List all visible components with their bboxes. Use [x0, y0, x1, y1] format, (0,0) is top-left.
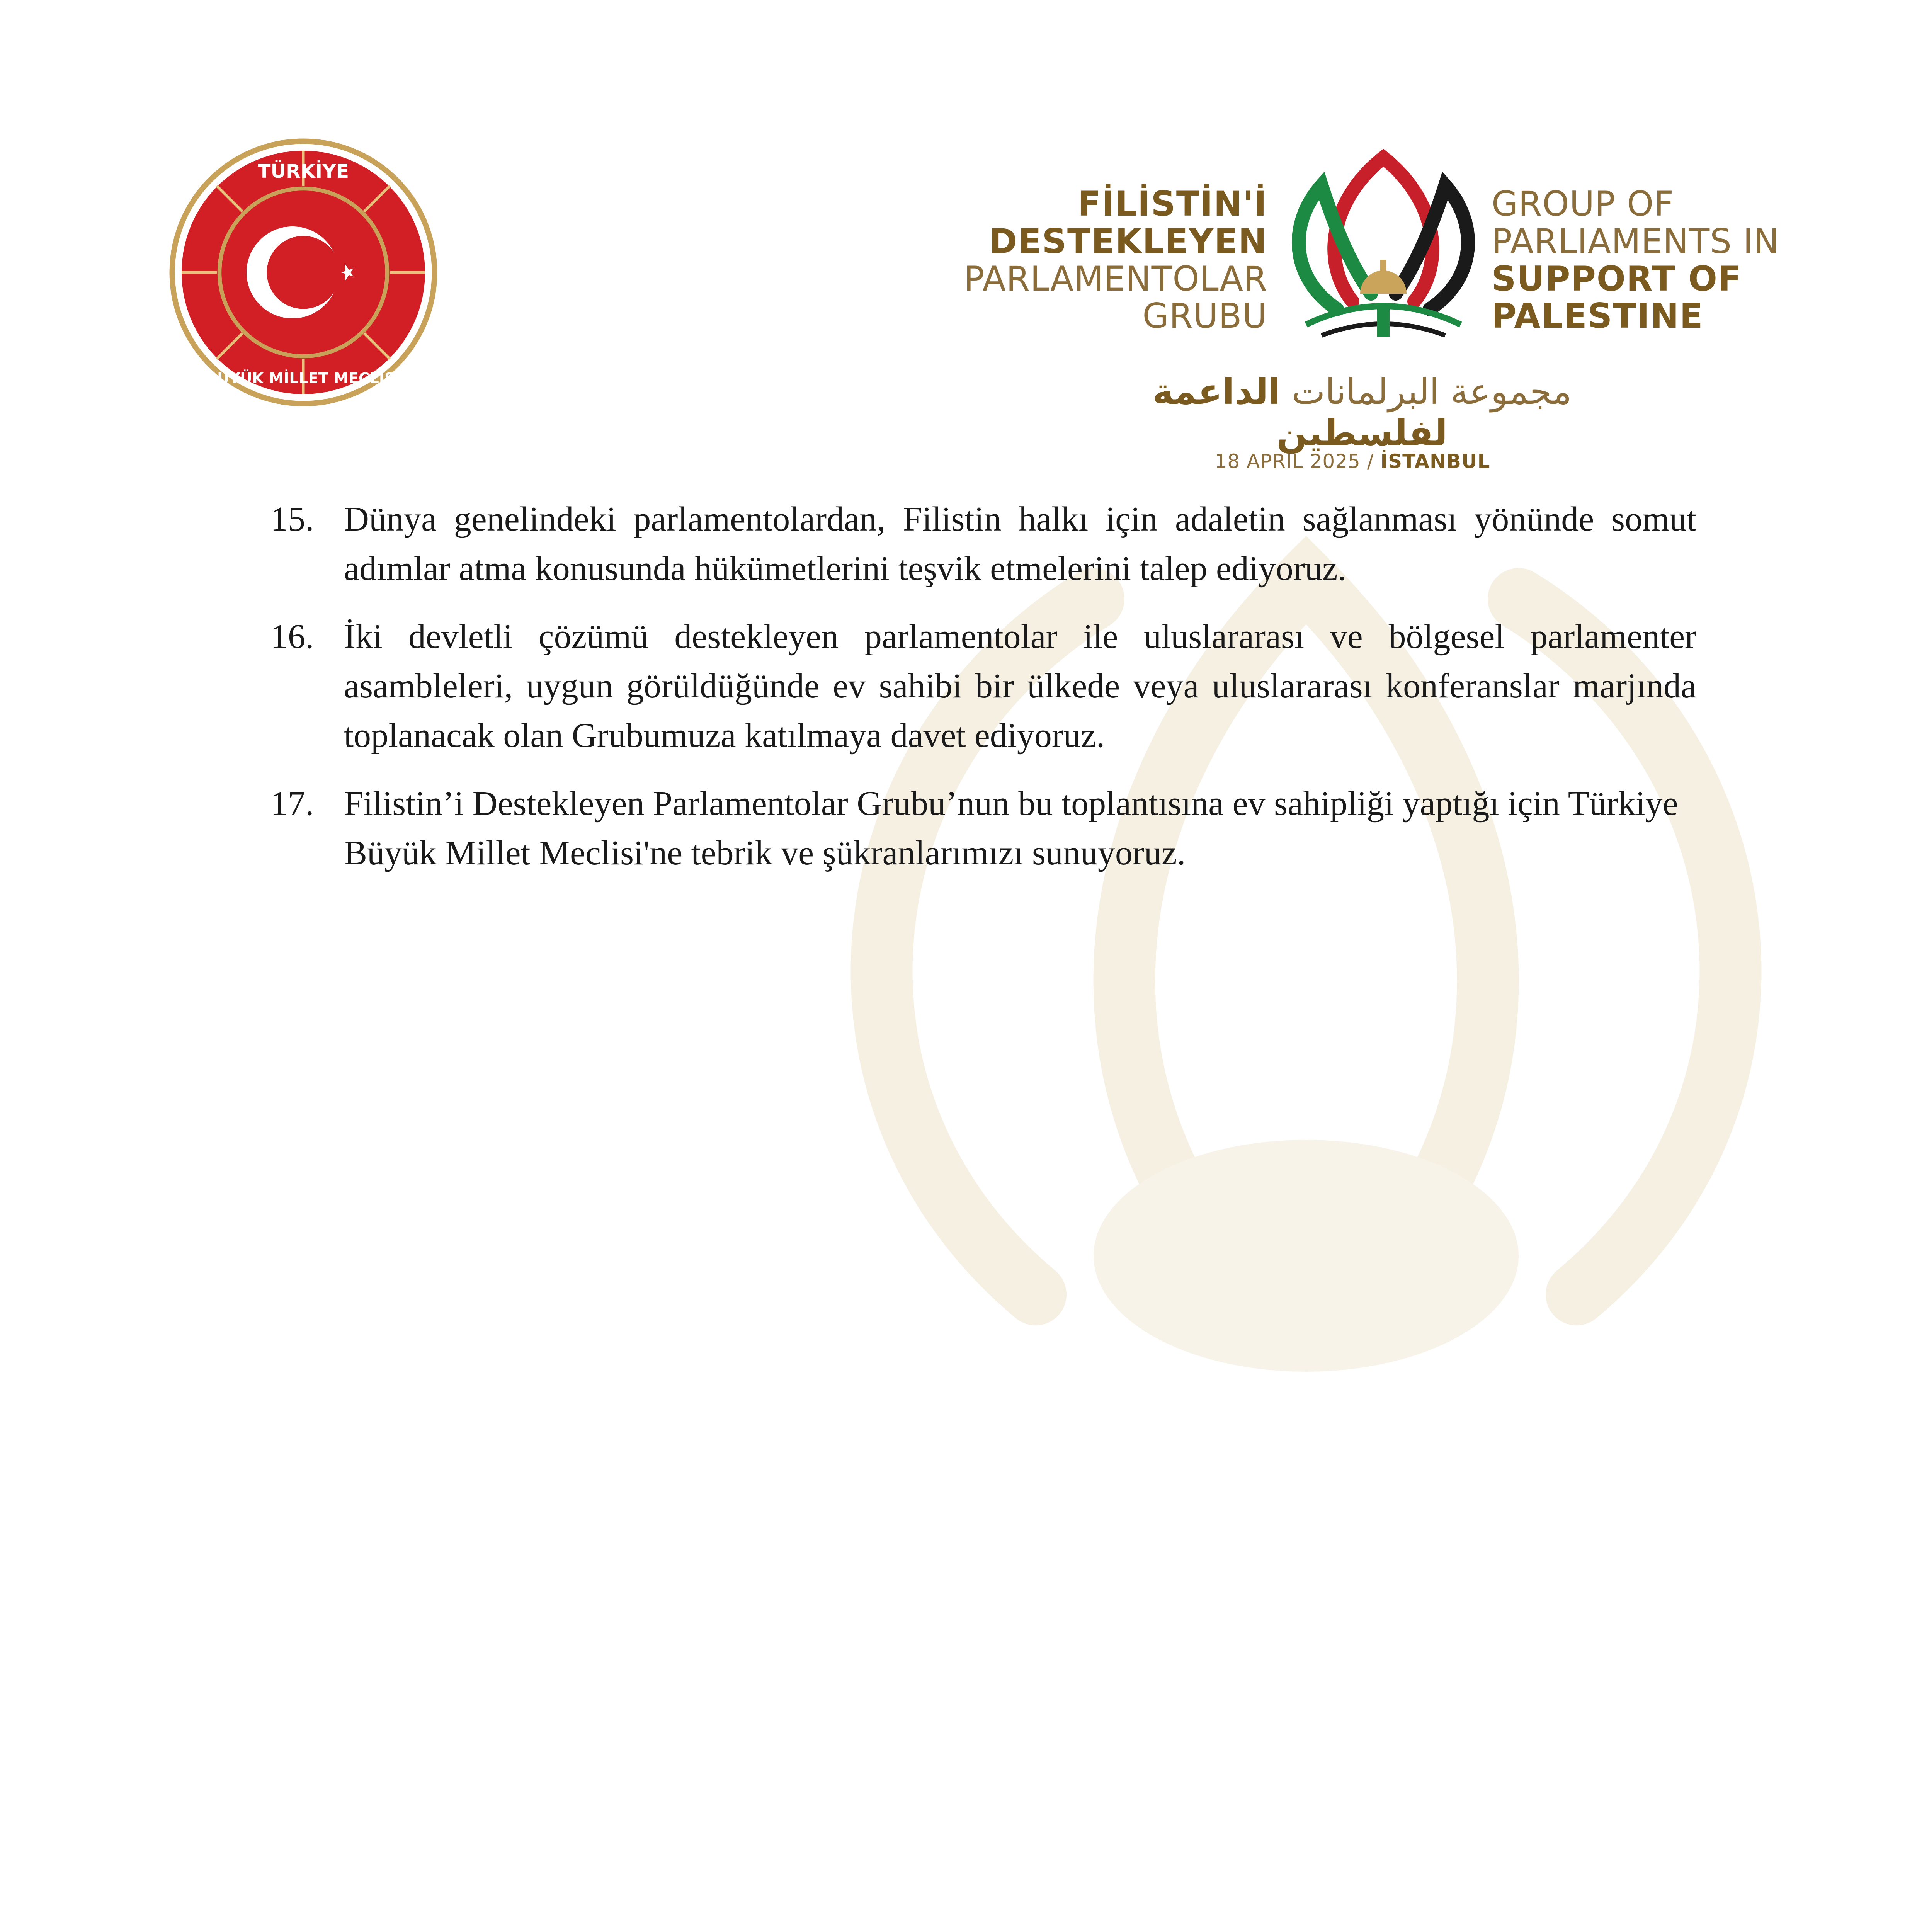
seal-text-top: TÜRKİYE — [257, 160, 349, 182]
item-text: Filistin’i Destekleyen Parlamentolar Grubu’nun bu toplantısına ev sahipliği yaptığı için Türkiye Büyük Millet Meclisi'ne tebrik ve şükranlarımızı sunuyoruz. — [344, 784, 1678, 872]
logo-title-english — [1492, 185, 1839, 335]
item-number: 15. — [270, 500, 314, 538]
logo-ar-regular: مجموعة البرلمانات — [1291, 371, 1572, 412]
logo-en-line4: PALESTINE — [1492, 296, 1704, 336]
logo-en-line3: SUPPORT OF — [1492, 259, 1742, 299]
logo-tr-line2: DESTEKLEYEN — [989, 221, 1267, 261]
event-date — [1159, 450, 1546, 473]
tbmm-seal-icon — [168, 137, 439, 408]
item-text: Dünya genelindeki parlamentolardan, Filistin halkı için adaletin sağlanması yönünde somut adımlar atma konusunda hükümetlerini teşvik etmelerini talep ediyoruz. — [344, 500, 1696, 588]
logo-title-arabic — [1082, 371, 1642, 454]
logo-en-line2: PARLIAMENTS IN — [1492, 221, 1779, 261]
list-item — [270, 779, 1696, 878]
logo-tr-line3: PARLAMENTOLAR — [964, 259, 1267, 299]
list-item — [270, 495, 1696, 594]
gpsp-emblem-icon — [1275, 139, 1492, 355]
seal-text-bottom: BÜYÜK MİLLET MECLİSİ — [206, 370, 401, 387]
list-item — [270, 612, 1696, 760]
event-city: İSTANBUL — [1380, 450, 1490, 473]
logo-ar-bold: الداعمة لفلسطين — [1152, 371, 1448, 454]
logo-tr-line1: FİLİSTİN'İ — [1077, 184, 1267, 224]
logo-en-line1: GROUP OF — [1492, 184, 1674, 224]
event-date-text: 18 APRIL 2025 / — [1214, 450, 1381, 473]
logo-title-turkish — [889, 185, 1267, 335]
item-number: 16. — [270, 617, 314, 656]
item-number: 17. — [270, 784, 314, 823]
item-text: İki devletli çözümü destekleyen parlamentolar ile uluslararası ve bölgesel parlamenter asambleleri, uygun görüldüğünde ev sahibi bir ülkede veya uluslararası konferanslar marjında toplanacak olan Grubumuza katılmaya davet ediyoruz. — [344, 617, 1696, 755]
logo-tr-line4: GRUBU — [1142, 296, 1267, 336]
resolution-list — [270, 495, 1696, 896]
